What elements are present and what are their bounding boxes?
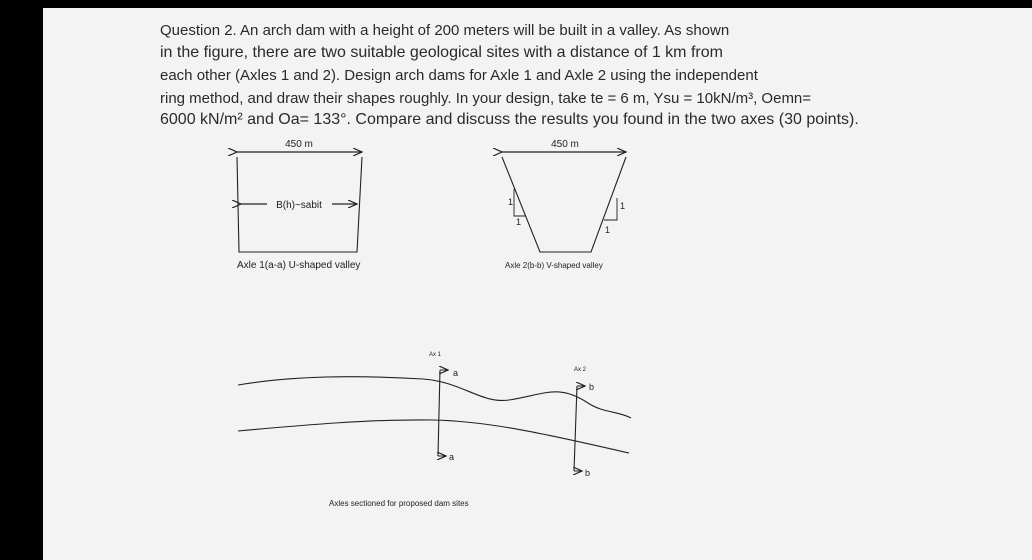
axis-2-label: Ax 2 xyxy=(574,367,587,373)
v-valley-figure xyxy=(502,139,626,270)
plan-view-figure xyxy=(238,352,631,508)
axis-2-line xyxy=(574,386,577,471)
u-valley-figure xyxy=(237,139,362,271)
axis-1-line xyxy=(438,370,440,456)
figures-canvas xyxy=(43,8,1032,560)
section-b-top-label: b xyxy=(589,382,595,392)
river-bank-bottom xyxy=(238,420,629,453)
section-a-top-label: a xyxy=(453,368,459,378)
v-valley-outline xyxy=(502,157,626,252)
v-slope-left-vertical: 1 xyxy=(508,197,514,207)
river-bank-top xyxy=(238,377,631,418)
section-b-bottom-label: b xyxy=(585,468,591,478)
question-line-3: each other (Axles 1 and 2). Design arch dams for Axle 1 and Axle 2 using the independent xyxy=(160,67,758,84)
v-slope-right-vertical: 1 xyxy=(620,201,626,211)
v-caption: Axle 2(b-b) V-shaped valley xyxy=(505,261,603,270)
question-line-1: Question 2. An arch dam with a height of 200 meters will be built in a valley. As shown xyxy=(160,22,730,39)
u-inner-label: B(h)~sabit xyxy=(276,200,322,211)
question-line-2: in the figure, there are two suitable geological sites with a distance of 1 km from xyxy=(160,44,723,61)
v-slope-left-horizontal: 1 xyxy=(516,217,522,227)
question-line-4: ring method, and draw their shapes roughly. In your design, take te = 6 m, Ysu = 10kN/m³, Oemn= xyxy=(160,90,812,107)
v-width-label: 450 m xyxy=(551,139,579,150)
v-slope-triangle-right xyxy=(604,198,617,220)
v-slope-right-horizontal: 1 xyxy=(605,225,611,235)
plan-caption: Axles sectioned for proposed dam sites xyxy=(329,499,469,508)
section-a-bottom-label: a xyxy=(449,452,455,462)
v-slope-triangle-left xyxy=(514,189,525,216)
question-line-5: 6000 kN/m² and Oa= 133°. Compare and discuss the results you found in the two axes (30 points). xyxy=(160,111,859,128)
axis-1-label: Ax 1 xyxy=(429,352,442,358)
u-caption: Axle 1(a-a) U-shaped valley xyxy=(237,260,361,271)
u-width-label: 450 m xyxy=(285,139,313,150)
document-page xyxy=(43,8,1032,560)
